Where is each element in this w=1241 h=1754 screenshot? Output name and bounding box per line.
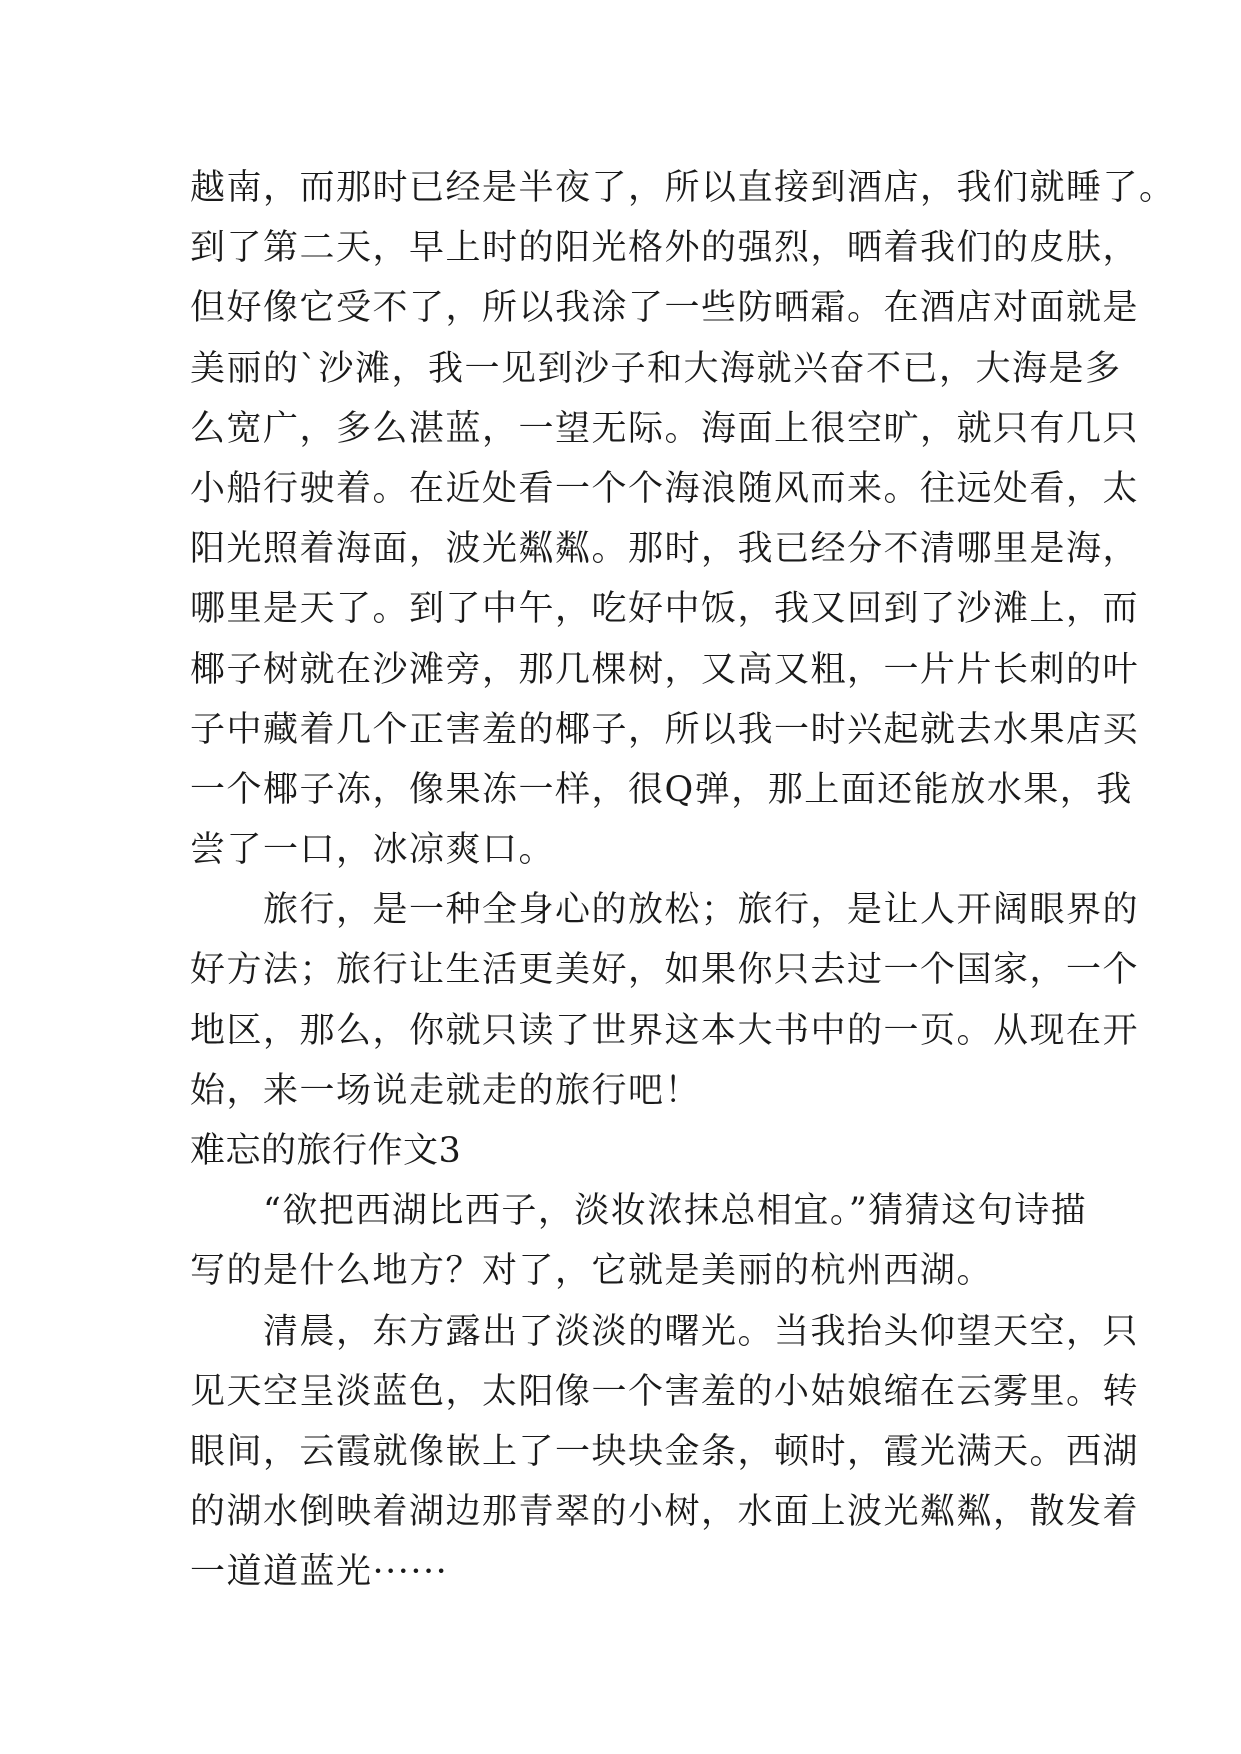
text-line: 么宽广，多么湛蓝，一望无际。海面上很空旷，就只有几只 [190,408,1140,449]
section-heading: 难忘的旅行作文3 [190,1131,462,1171]
text-line: 但好像它受不了，所以我涂了一些防晒霜。在酒店对面就是 [190,288,1140,329]
text-line: 的湖水倒映着湖边那青翠的小树，水面上波光粼粼，散发着 [190,1492,1140,1533]
text-line: 始，来一场说走就走的旅行吧！ [190,1070,702,1111]
text-line: 见天空呈淡蓝色，太阳像一个害羞的小姑娘缩在云雾里。转 [190,1371,1140,1412]
text-line: 清晨，东方露出了淡淡的曙光。当我抬头仰望天空，只 [190,1311,1140,1352]
text-line: 一个椰子冻，像果冻一样，很Q弹，那上面还能放水果，我 [190,769,1133,810]
text-line: 美丽的`沙滩，我一见到沙子和大海就兴奋不已，大海是多 [190,348,1122,389]
text-line: 小船行驶着。在近处看一个个海浪随风而来。往远处看，太 [190,468,1140,509]
text-line: 越南，而那时已经是半夜了，所以直接到酒店，我们就睡了。 [190,168,1176,208]
document-body [190,158,1176,1603]
text-line: 阳光照着海面，波光粼粼。那时，我已经分不清哪里是海， [190,529,1140,570]
text-line: 好方法；旅行让生活更美好，如果你只去过一个国家，一个 [190,950,1140,991]
text-line: 写的是什么地方？对了，它就是美丽的杭州西湖。 [190,1251,994,1292]
text-line: 到了第二天，早上时的阳光格外的强烈，晒着我们的皮肤， [190,228,1140,269]
text-line: 旅行，是一种全身心的放松；旅行，是让人开阔眼界的 [190,890,1140,931]
text-line: 哪里是天了。到了中午，吃好中饭，我又回到了沙滩上，而 [190,589,1140,630]
text-line: “欲把西湖比西子，淡妆浓抹总相宜。”猜猜这句诗描 [190,1191,1088,1232]
text-line: 子中藏着几个正害羞的椰子，所以我一时兴起就去水果店买 [190,709,1140,750]
text-line: 椰子树就在沙滩旁，那几棵树，又高又粗，一片片长刺的叶 [190,649,1140,690]
text-line: 眼间，云霞就像嵌上了一块块金条，顿时，霞光满天。西湖 [190,1431,1140,1472]
text-line: 一道道蓝光······ [190,1552,449,1593]
text-line: 尝了一口，冰凉爽口。 [190,830,556,871]
text-line: 地区，那么，你就只读了世界这本大书中的一页。从现在开 [190,1010,1140,1051]
